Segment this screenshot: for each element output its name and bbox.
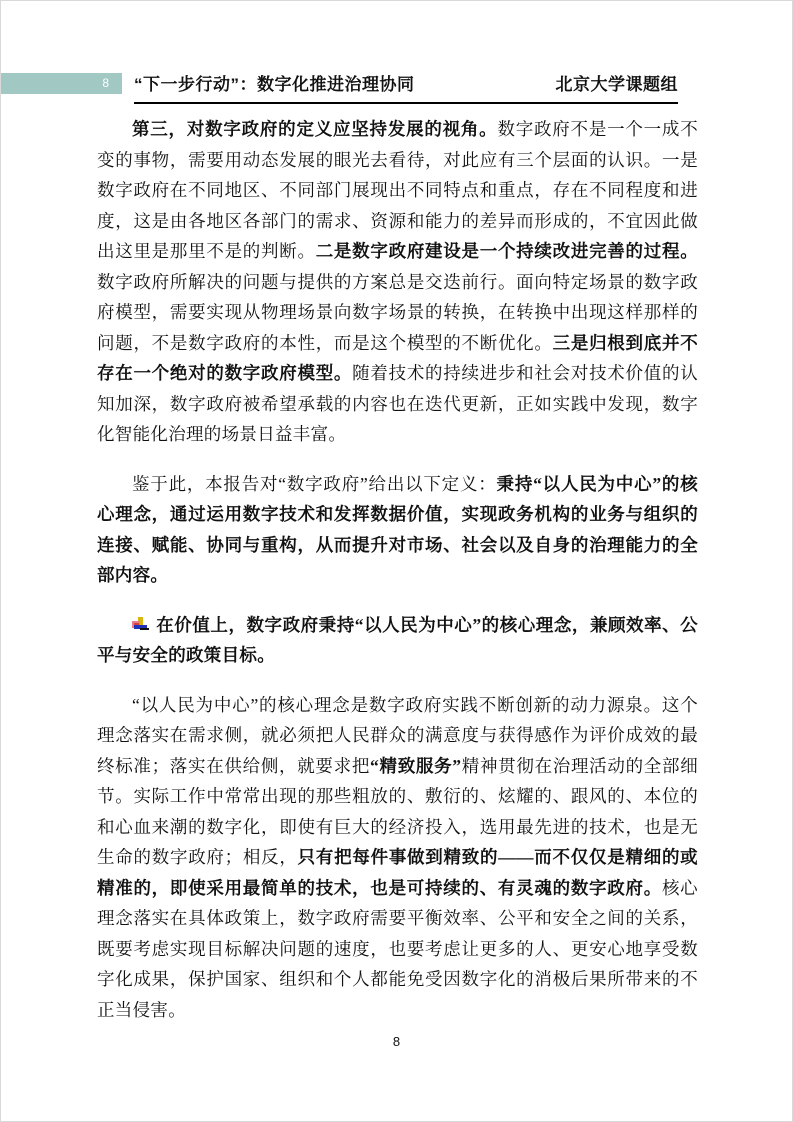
text-run: 数字政府不是一个一成不变的事物，需要用动态发展的眼光去看待，对此应有三个层面的认识。一是数字政府在不同地区、不同部门展现出不同特点和重点，存在不同程度和进度，这是由各地区各部门的需求、资源和能力的差异而形成的，不宜因此做出这里是那里不是的判断。 [97, 119, 698, 261]
header-affiliation: 北京大学课题组 [555, 75, 678, 94]
paragraph-2 [97, 469, 698, 591]
text-run: “精致服务” [370, 755, 462, 776]
text-run: 在价值上，数字政府秉持“以人民为中心”的核心理念，兼顾效率、公平与安全的政策目标。 [97, 614, 698, 665]
text-run: 只有把每件事做到精致的——而不仅仅是精细的或精准的，即使采用最简单的技术，也是可持续的、有灵魂的数字政府。 [97, 847, 698, 898]
paragraph-1 [97, 114, 698, 450]
text-run: 秉持“以人民为中心”的核心理念，通过运用数字技术和发挥数据价值，实现政务机构的业务与组织的连接、赋能、协同与重构，从而提升对市场、社会以及自身的治理能力的全部内容。 [97, 473, 698, 585]
header-page-badge-band [1, 73, 122, 94]
text-run: 随着技术的持续进步和社会对技术价值的认知加深，数字政府被希望承载的内容也在迭代更新，正如实践中发现，数字化智能化治理的场景日益丰富。 [97, 363, 699, 444]
text-run: 第三，对数字政府的定义应坚持发展的视角。 [132, 119, 498, 139]
text-run: 鉴于此，本报告对“数字政府”给出以下定义： [132, 473, 497, 494]
text-run: 二是数字政府建设是一个持续改进完善的过程。 [315, 241, 698, 261]
header-title: “下一步行动”：数字化推进治理协同 [134, 75, 415, 94]
paragraph-4 [97, 690, 698, 1026]
footer-page-number: 8 [392, 1034, 401, 1049]
header-page-badge: 8 [102, 76, 109, 90]
text-run: 核心理念落实在具体政策上，数字政府需要平衡效率、公平和安全之间的关系，既要考虑实现目标解决问题的速度，也要考虑让更多的人、更安心地享受数字化成果，保护国家、组织和个人都能免受因数字化的消极后果所带来的不正当侵害。 [97, 877, 698, 1020]
page-footer [1, 1034, 792, 1049]
text-run: 数字政府所解决的问题与提供的方案总是交迭前行。面向特定场景的数字政府模型，需要实现从物理场景向数字场景的转换，在转换中出现这样那样的问题，不是数字政府的本性，而是这个模型的不断优化。 [97, 271, 698, 353]
document-body [97, 114, 698, 1044]
text-run: 三是归根到底并不存在一个绝对的数字政府模型。 [97, 332, 698, 383]
text-run: 精神贯彻在治理活动的全部细节。实际工作中常常出现的那些粗放的、敷衍的、炫耀的、跟风的、本位的和心血来潮的数字化，即使有巨大的经济投入，选用最先进的技术，也是无生命的数字政府；相反， [97, 755, 698, 867]
page-header [134, 70, 678, 104]
bullet-arrow-icon [132, 617, 149, 633]
text-run: “以人民为中心”的核心理念是数字政府实践不断创新的动力源泉。这个理念落实在需求侧，就必须把人民群众的满意度与获得感作为评价成效的最终标准；落实在供给侧，就要求把 [97, 694, 698, 776]
paragraph-3 [97, 610, 698, 671]
